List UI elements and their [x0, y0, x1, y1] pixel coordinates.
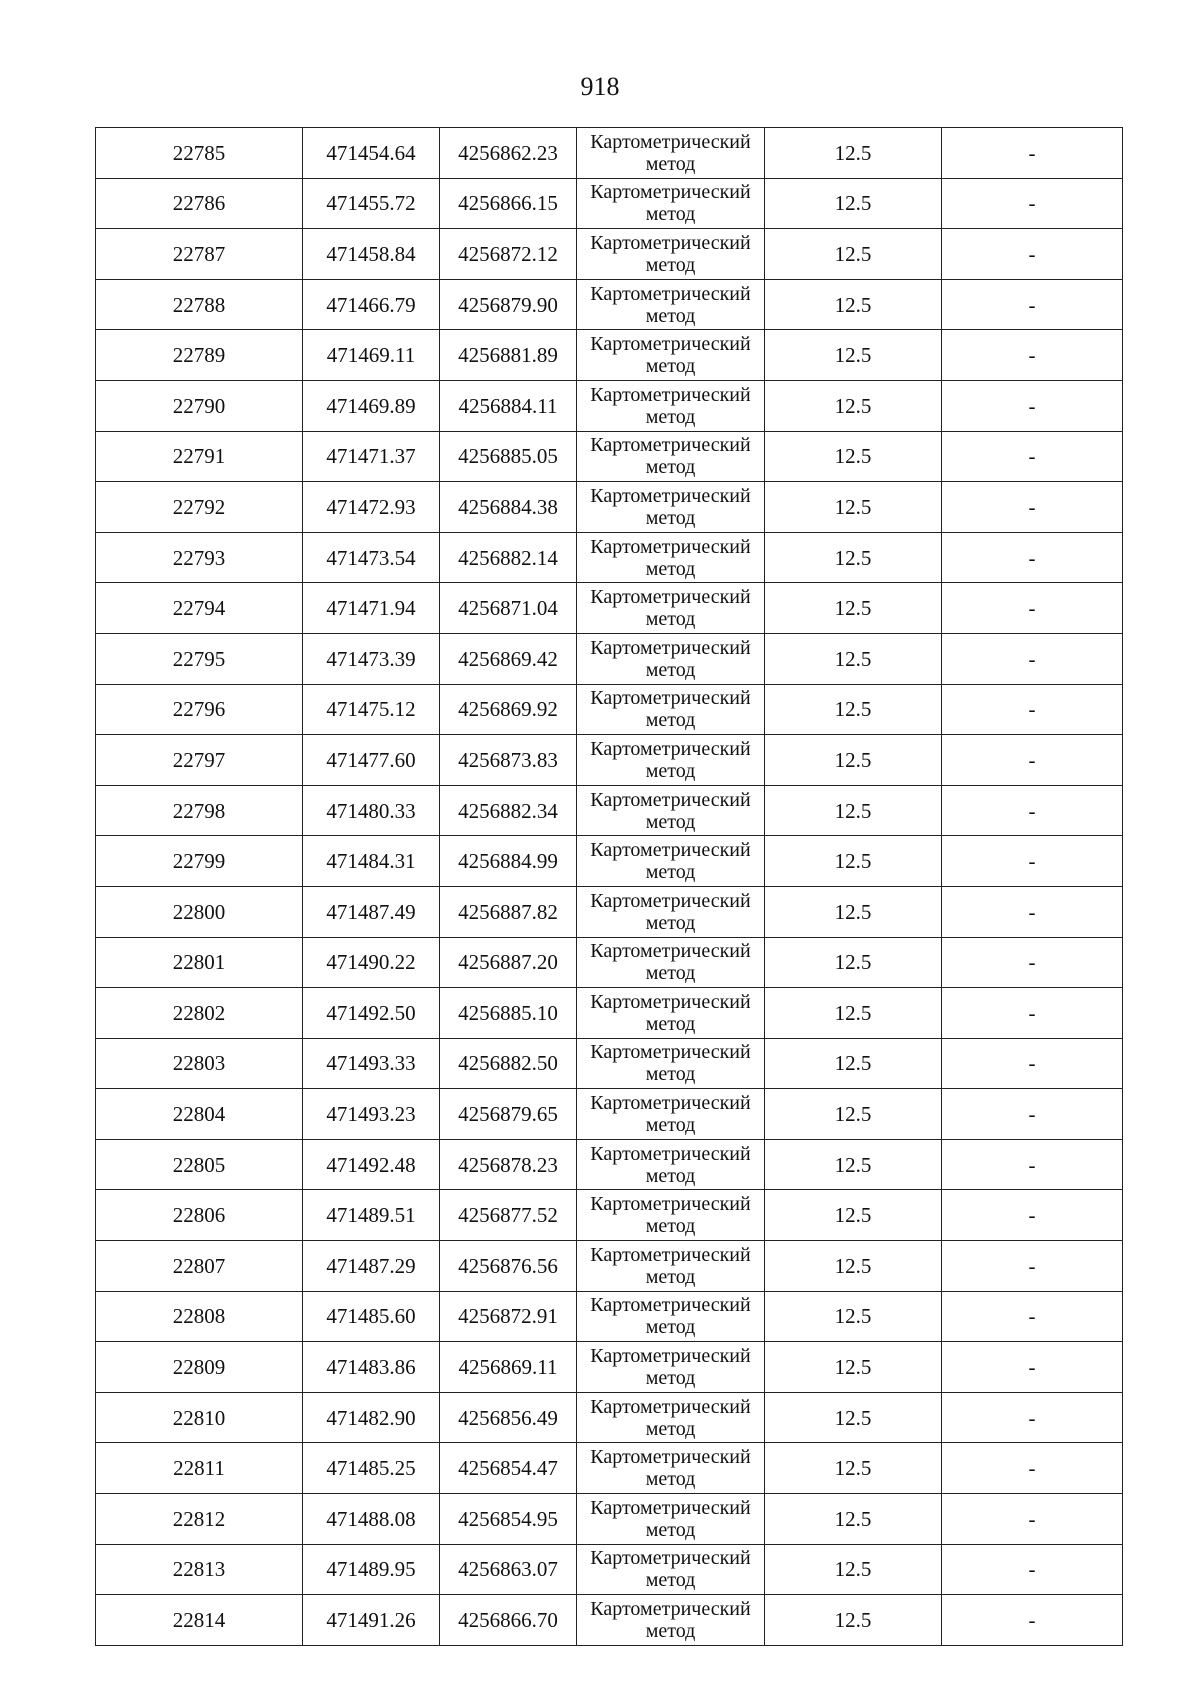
- method-cell: Картометрический метод: [577, 1038, 765, 1089]
- accuracy-cell: 12.5: [765, 482, 942, 533]
- x-coordinate-cell: 471491.26: [303, 1595, 440, 1646]
- x-coordinate-cell: 471485.60: [303, 1291, 440, 1342]
- point-number-cell: 22794: [96, 583, 303, 634]
- accuracy-cell: 12.5: [765, 1544, 942, 1595]
- y-coordinate-cell: 4256873.83: [440, 735, 577, 786]
- x-coordinate-cell: 471493.23: [303, 1089, 440, 1140]
- table-row: [96, 279, 1123, 330]
- method-cell: Картометрический метод: [577, 1291, 765, 1342]
- table-row: [96, 380, 1123, 431]
- table-row: [96, 988, 1123, 1039]
- x-coordinate-cell: 471473.39: [303, 633, 440, 684]
- y-coordinate-cell: 4256877.52: [440, 1190, 577, 1241]
- table-row: [96, 1392, 1123, 1443]
- note-cell: -: [942, 1494, 1123, 1545]
- y-coordinate-cell: 4256872.12: [440, 229, 577, 280]
- point-number-cell: 22801: [96, 937, 303, 988]
- y-coordinate-cell: 4256879.65: [440, 1089, 577, 1140]
- point-number-cell: 22798: [96, 785, 303, 836]
- y-coordinate-cell: 4256882.34: [440, 785, 577, 836]
- note-cell: -: [942, 1038, 1123, 1089]
- note-cell: -: [942, 1443, 1123, 1494]
- x-coordinate-cell: 471492.50: [303, 988, 440, 1039]
- accuracy-cell: 12.5: [765, 785, 942, 836]
- note-cell: -: [942, 785, 1123, 836]
- point-number-cell: 22813: [96, 1544, 303, 1595]
- note-cell: -: [942, 684, 1123, 735]
- note-cell: -: [942, 1089, 1123, 1140]
- table-row: [96, 178, 1123, 229]
- method-cell: Картометрический метод: [577, 128, 765, 179]
- note-cell: -: [942, 279, 1123, 330]
- y-coordinate-cell: 4256878.23: [440, 1139, 577, 1190]
- table-row: [96, 836, 1123, 887]
- method-cell: Картометрический метод: [577, 431, 765, 482]
- method-cell: Картометрический метод: [577, 937, 765, 988]
- accuracy-cell: 12.5: [765, 532, 942, 583]
- point-number-cell: 22812: [96, 1494, 303, 1545]
- x-coordinate-cell: 471489.51: [303, 1190, 440, 1241]
- point-number-cell: 22808: [96, 1291, 303, 1342]
- method-cell: Картометрический метод: [577, 1392, 765, 1443]
- coordinates-table-body: [96, 128, 1123, 1646]
- accuracy-cell: 12.5: [765, 1595, 942, 1646]
- y-coordinate-cell: 4256879.90: [440, 279, 577, 330]
- method-cell: Картометрический метод: [577, 583, 765, 634]
- method-cell: Картометрический метод: [577, 1595, 765, 1646]
- accuracy-cell: 12.5: [765, 937, 942, 988]
- accuracy-cell: 12.5: [765, 583, 942, 634]
- accuracy-cell: 12.5: [765, 128, 942, 179]
- note-cell: -: [942, 330, 1123, 381]
- point-number-cell: 22788: [96, 279, 303, 330]
- method-cell: Картометрический метод: [577, 279, 765, 330]
- y-coordinate-cell: 4256881.89: [440, 330, 577, 381]
- x-coordinate-cell: 471490.22: [303, 937, 440, 988]
- y-coordinate-cell: 4256876.56: [440, 1241, 577, 1292]
- accuracy-cell: 12.5: [765, 1291, 942, 1342]
- y-coordinate-cell: 4256882.14: [440, 532, 577, 583]
- x-coordinate-cell: 471469.89: [303, 380, 440, 431]
- x-coordinate-cell: 471493.33: [303, 1038, 440, 1089]
- table-row: [96, 1342, 1123, 1393]
- x-coordinate-cell: 471487.29: [303, 1241, 440, 1292]
- x-coordinate-cell: 471472.93: [303, 482, 440, 533]
- y-coordinate-cell: 4256862.23: [440, 128, 577, 179]
- y-coordinate-cell: 4256869.92: [440, 684, 577, 735]
- point-number-cell: 22791: [96, 431, 303, 482]
- y-coordinate-cell: 4256887.20: [440, 937, 577, 988]
- x-coordinate-cell: 471466.79: [303, 279, 440, 330]
- x-coordinate-cell: 471483.86: [303, 1342, 440, 1393]
- accuracy-cell: 12.5: [765, 684, 942, 735]
- x-coordinate-cell: 471487.49: [303, 886, 440, 937]
- table-row: [96, 886, 1123, 937]
- point-number-cell: 22807: [96, 1241, 303, 1292]
- method-cell: Картометрический метод: [577, 380, 765, 431]
- x-coordinate-cell: 471484.31: [303, 836, 440, 887]
- accuracy-cell: 12.5: [765, 178, 942, 229]
- y-coordinate-cell: 4256885.05: [440, 431, 577, 482]
- note-cell: -: [942, 380, 1123, 431]
- table-row: [96, 128, 1123, 179]
- accuracy-cell: 12.5: [765, 735, 942, 786]
- point-number-cell: 22804: [96, 1089, 303, 1140]
- y-coordinate-cell: 4256866.70: [440, 1595, 577, 1646]
- table-row: [96, 532, 1123, 583]
- note-cell: -: [942, 1291, 1123, 1342]
- point-number-cell: 22800: [96, 886, 303, 937]
- point-number-cell: 22786: [96, 178, 303, 229]
- note-cell: -: [942, 735, 1123, 786]
- y-coordinate-cell: 4256854.47: [440, 1443, 577, 1494]
- table-row: [96, 785, 1123, 836]
- point-number-cell: 22789: [96, 330, 303, 381]
- note-cell: -: [942, 1342, 1123, 1393]
- x-coordinate-cell: 471475.12: [303, 684, 440, 735]
- method-cell: Картометрический метод: [577, 886, 765, 937]
- point-number-cell: 22802: [96, 988, 303, 1039]
- x-coordinate-cell: 471480.33: [303, 785, 440, 836]
- x-coordinate-cell: 471492.48: [303, 1139, 440, 1190]
- y-coordinate-cell: 4256872.91: [440, 1291, 577, 1342]
- y-coordinate-cell: 4256882.50: [440, 1038, 577, 1089]
- note-cell: -: [942, 178, 1123, 229]
- method-cell: Картометрический метод: [577, 1443, 765, 1494]
- note-cell: -: [942, 1392, 1123, 1443]
- note-cell: -: [942, 1595, 1123, 1646]
- accuracy-cell: 12.5: [765, 1089, 942, 1140]
- accuracy-cell: 12.5: [765, 633, 942, 684]
- table-row: [96, 1038, 1123, 1089]
- accuracy-cell: 12.5: [765, 1241, 942, 1292]
- accuracy-cell: 12.5: [765, 1392, 942, 1443]
- method-cell: Картометрический метод: [577, 330, 765, 381]
- y-coordinate-cell: 4256854.95: [440, 1494, 577, 1545]
- point-number-cell: 22795: [96, 633, 303, 684]
- y-coordinate-cell: 4256884.38: [440, 482, 577, 533]
- x-coordinate-cell: 471471.94: [303, 583, 440, 634]
- point-number-cell: 22787: [96, 229, 303, 280]
- point-number-cell: 22799: [96, 836, 303, 887]
- note-cell: -: [942, 583, 1123, 634]
- point-number-cell: 22790: [96, 380, 303, 431]
- x-coordinate-cell: 471455.72: [303, 178, 440, 229]
- note-cell: -: [942, 988, 1123, 1039]
- y-coordinate-cell: 4256885.10: [440, 988, 577, 1039]
- accuracy-cell: 12.5: [765, 330, 942, 381]
- accuracy-cell: 12.5: [765, 1443, 942, 1494]
- accuracy-cell: 12.5: [765, 1038, 942, 1089]
- note-cell: -: [942, 532, 1123, 583]
- method-cell: Картометрический метод: [577, 1089, 765, 1140]
- method-cell: Картометрический метод: [577, 684, 765, 735]
- y-coordinate-cell: 4256869.42: [440, 633, 577, 684]
- accuracy-cell: 12.5: [765, 229, 942, 280]
- method-cell: Картометрический метод: [577, 1139, 765, 1190]
- table-row: [96, 1139, 1123, 1190]
- table-row: [96, 1291, 1123, 1342]
- accuracy-cell: 12.5: [765, 380, 942, 431]
- accuracy-cell: 12.5: [765, 1190, 942, 1241]
- y-coordinate-cell: 4256887.82: [440, 886, 577, 937]
- method-cell: Картометрический метод: [577, 532, 765, 583]
- accuracy-cell: 12.5: [765, 836, 942, 887]
- accuracy-cell: 12.5: [765, 1494, 942, 1545]
- table-row: [96, 684, 1123, 735]
- table-row: [96, 229, 1123, 280]
- method-cell: Картометрический метод: [577, 482, 765, 533]
- point-number-cell: 22814: [96, 1595, 303, 1646]
- note-cell: -: [942, 128, 1123, 179]
- x-coordinate-cell: 471485.25: [303, 1443, 440, 1494]
- point-number-cell: 22811: [96, 1443, 303, 1494]
- page-number: 918: [580, 72, 620, 101]
- x-coordinate-cell: 471489.95: [303, 1544, 440, 1595]
- accuracy-cell: 12.5: [765, 279, 942, 330]
- accuracy-cell: 12.5: [765, 1139, 942, 1190]
- x-coordinate-cell: 471477.60: [303, 735, 440, 786]
- note-cell: -: [942, 1139, 1123, 1190]
- x-coordinate-cell: 471471.37: [303, 431, 440, 482]
- method-cell: Картометрический метод: [577, 735, 765, 786]
- note-cell: -: [942, 633, 1123, 684]
- table-row: [96, 1443, 1123, 1494]
- method-cell: Картометрический метод: [577, 1342, 765, 1393]
- point-number-cell: 22792: [96, 482, 303, 533]
- table-row: [96, 1544, 1123, 1595]
- table-row: [96, 633, 1123, 684]
- point-number-cell: 22785: [96, 128, 303, 179]
- point-number-cell: 22803: [96, 1038, 303, 1089]
- point-number-cell: 22806: [96, 1190, 303, 1241]
- table-row: [96, 735, 1123, 786]
- table-row: [96, 583, 1123, 634]
- y-coordinate-cell: 4256863.07: [440, 1544, 577, 1595]
- accuracy-cell: 12.5: [765, 431, 942, 482]
- point-number-cell: 22810: [96, 1392, 303, 1443]
- point-number-cell: 22796: [96, 684, 303, 735]
- method-cell: Картометрический метод: [577, 1241, 765, 1292]
- method-cell: Картометрический метод: [577, 229, 765, 280]
- table-row: [96, 1595, 1123, 1646]
- point-number-cell: 22793: [96, 532, 303, 583]
- table-row: [96, 1241, 1123, 1292]
- point-number-cell: 22797: [96, 735, 303, 786]
- x-coordinate-cell: 471458.84: [303, 229, 440, 280]
- table-row: [96, 1190, 1123, 1241]
- x-coordinate-cell: 471469.11: [303, 330, 440, 381]
- y-coordinate-cell: 4256869.11: [440, 1342, 577, 1393]
- coordinates-table: [95, 127, 1123, 1646]
- note-cell: -: [942, 431, 1123, 482]
- table-row: [96, 431, 1123, 482]
- note-cell: -: [942, 482, 1123, 533]
- method-cell: Картометрический метод: [577, 836, 765, 887]
- method-cell: Картометрический метод: [577, 988, 765, 1039]
- note-cell: -: [942, 836, 1123, 887]
- y-coordinate-cell: 4256884.99: [440, 836, 577, 887]
- point-number-cell: 22805: [96, 1139, 303, 1190]
- x-coordinate-cell: 471482.90: [303, 1392, 440, 1443]
- note-cell: -: [942, 937, 1123, 988]
- note-cell: -: [942, 1544, 1123, 1595]
- table-row: [96, 1089, 1123, 1140]
- method-cell: Картометрический метод: [577, 1190, 765, 1241]
- method-cell: Картометрический метод: [577, 785, 765, 836]
- y-coordinate-cell: 4256884.11: [440, 380, 577, 431]
- table-row: [96, 937, 1123, 988]
- point-number-cell: 22809: [96, 1342, 303, 1393]
- x-coordinate-cell: 471488.08: [303, 1494, 440, 1545]
- x-coordinate-cell: 471473.54: [303, 532, 440, 583]
- table-row: [96, 482, 1123, 533]
- method-cell: Картометрический метод: [577, 1544, 765, 1595]
- x-coordinate-cell: 471454.64: [303, 128, 440, 179]
- table-row: [96, 1494, 1123, 1545]
- accuracy-cell: 12.5: [765, 988, 942, 1039]
- y-coordinate-cell: 4256871.04: [440, 583, 577, 634]
- note-cell: -: [942, 1241, 1123, 1292]
- note-cell: -: [942, 1190, 1123, 1241]
- accuracy-cell: 12.5: [765, 886, 942, 937]
- note-cell: -: [942, 229, 1123, 280]
- method-cell: Картометрический метод: [577, 1494, 765, 1545]
- method-cell: Картометрический метод: [577, 178, 765, 229]
- y-coordinate-cell: 4256856.49: [440, 1392, 577, 1443]
- method-cell: Картометрический метод: [577, 633, 765, 684]
- accuracy-cell: 12.5: [765, 1342, 942, 1393]
- table-row: [96, 330, 1123, 381]
- note-cell: -: [942, 886, 1123, 937]
- y-coordinate-cell: 4256866.15: [440, 178, 577, 229]
